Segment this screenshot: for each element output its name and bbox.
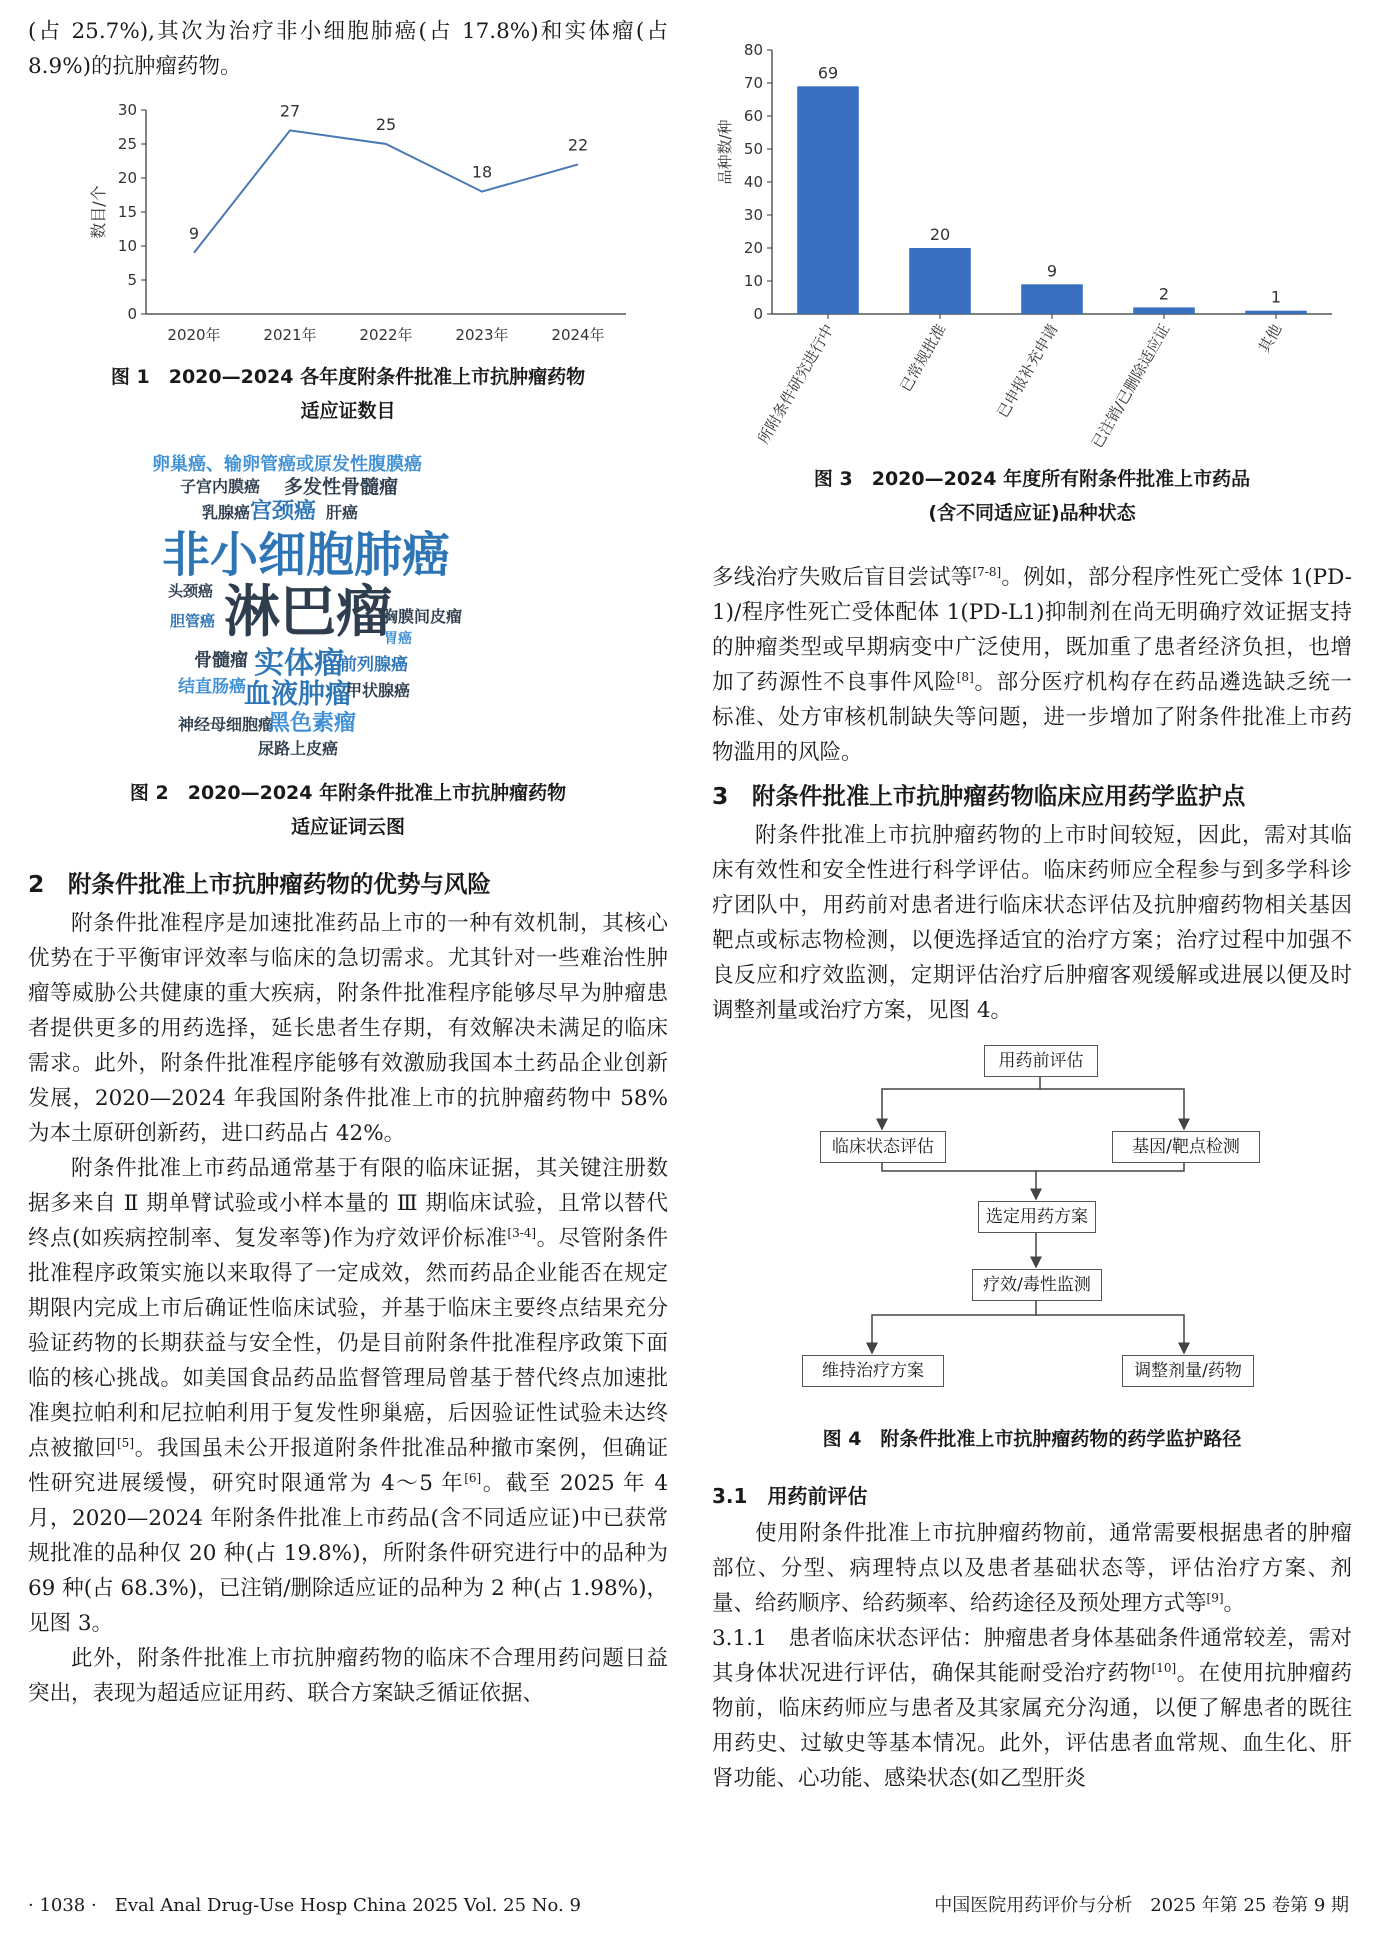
flow-node-clinical-eval: 临床状态评估 — [820, 1131, 946, 1163]
wc-word: 实体瘤 — [254, 646, 344, 681]
bar — [1245, 311, 1307, 314]
data-label: 20 — [929, 225, 951, 244]
figure-3-caption-line1: 图 3 2020—2024 年度所有附条件批准上市药品 — [813, 468, 1251, 490]
flow-arrow — [1040, 1089, 1184, 1129]
footer-left: · 1038 · Eval Anal Drug-Use Hosp China 2025 Vol. 25 No. 9 — [28, 1895, 581, 1916]
wc-word: 前列腺癌 — [340, 655, 408, 675]
footer-right: 中国医院用药评价与分析 2025 年第 25 卷第 9 期 — [934, 1895, 1349, 1916]
y-tick-label: 40 — [743, 173, 763, 191]
section-3-heading: 3 附条件批准上市抗肿瘤药物临床应用药学监护点 — [712, 782, 1246, 810]
citation: [3-4] — [507, 1225, 537, 1240]
y-tick-label: 70 — [743, 74, 763, 92]
figure-1-line-chart — [78, 92, 638, 354]
y-tick-label: 20 — [117, 169, 137, 187]
y-tick-label: 30 — [117, 101, 137, 119]
flow-node-adjust: 调整剂量/药物 — [1122, 1355, 1254, 1387]
x-tick-label: 已申报补充申请 — [993, 321, 1062, 421]
y-axis-label: 数目/个 — [89, 185, 108, 239]
y-tick-label: 25 — [117, 135, 137, 153]
wc-word: 胆管癌 — [170, 612, 216, 630]
figure-3-caption — [712, 462, 1352, 530]
flow-node-gene-test: 基因/靶点检测 — [1112, 1131, 1260, 1163]
y-tick-label: 10 — [743, 272, 763, 290]
y-tick-label: 60 — [743, 107, 763, 125]
flow-arrow — [872, 1299, 1036, 1353]
bar — [909, 248, 971, 314]
flow-node-monitor: 疗效/毒性监测 — [972, 1269, 1102, 1301]
paragraph: 3.1.1 患者临床状态评估：肿瘤患者身体基础条件通常较差，需对其身体状况进行评估，确保其能耐受治疗药物[10]。在使用抗肿瘤药物前，临床药师应与患者及其家属充分沟通，以便了解患者的既往用药史、过敏史等基本情况。此外，评估患者血常规、血生化、肝肾功能、心功能、感染状态(如乙型肝炎 — [712, 1626, 1352, 1791]
wc-word: 血液肿瘤 — [244, 679, 352, 710]
figure-1-caption — [28, 360, 668, 428]
citation: [7-8] — [972, 564, 1002, 579]
data-label: 18 — [471, 162, 493, 182]
wc-word: 乳腺癌 — [202, 503, 251, 522]
wc-word: 神经母细胞瘤 — [178, 715, 275, 734]
citation: [9] — [1206, 1590, 1224, 1605]
wc-word: 黑色素瘤 — [268, 711, 357, 736]
figure-4-flowchart — [712, 1045, 1352, 1410]
wc-word: 结直肠癌 — [178, 677, 246, 697]
x-tick-label: 2021年 — [263, 326, 317, 344]
citation: [8] — [956, 669, 974, 684]
y-tick-label: 15 — [117, 203, 137, 221]
x-tick-label: 所附条件研究进行中 — [754, 321, 838, 447]
intro-text: (占 25.7%),其次为治疗非小细胞肺癌(占 17.8%)和实体瘤(占 8.9%)的抗肿瘤药物。 — [28, 19, 668, 79]
y-tick-label: 20 — [743, 239, 763, 257]
data-label: 69 — [817, 63, 839, 83]
x-tick-label: 其他 — [1254, 321, 1286, 356]
wc-word: 非小细胞肺癌 — [162, 527, 451, 583]
bar — [797, 86, 859, 314]
figure-2-caption-line2: 适应证词云图 — [290, 816, 405, 838]
y-tick-label: 0 — [753, 305, 763, 323]
flow-arrow — [882, 1075, 1040, 1129]
data-label: 25 — [375, 115, 397, 134]
x-tick-label: 已常规批准 — [896, 321, 950, 395]
section-2-body — [28, 906, 668, 1711]
wc-word: 胸膜间皮瘤 — [382, 607, 463, 626]
wc-word: 宫颈癌 — [250, 499, 317, 524]
x-tick-label: 2024年 — [551, 326, 605, 344]
y-axis-label: 品种数/种 — [716, 119, 734, 185]
y-tick-label: 10 — [117, 237, 137, 255]
wc-word: 子宫内膜癌 — [180, 477, 261, 496]
paragraph: 附条件批准上市药品通常基于有限的临床证据，其关键注册数据多来自 Ⅱ 期单臂试验或小样本量的 Ⅲ 期临床试验，且常以替代终点(如疾病控制率、复发率等)作为疗效评价标准[3-4]。尽管附条件批准程序政策实施以来取得了一定成效，然而药品企业能否在规定期限内完成上市后确证性临床试验，并基于临床主要终点结果充分验证药物的长期获益与安全性，仍是目前附条件批准程序政策下面临的核心挑战。如美国食品药品监督管理局曾基于替代终点加速批准奥拉帕利和尼拉帕利用于复发性卵巢癌，后因验证性试验未达终点被撤回[5]。我国虽未公开报道附条件批准品种撤市案例，但确证性研究进展缓慢，研究时限通常为 4～5 年[6]。截至 2025 年 4 月，2020—2024 年附条件批准上市药品(含不同适应证)中已获常规批准的品种仅 20 种(占 19.8%)，所附条件研究进行中的品种为 69 种(占 68.3%)，已注销/删除适应证的品种为 2 种(占 1.98%)，见图 3。 — [28, 1156, 668, 1636]
wc-word: 卵巢癌、输卵管癌或原发性腹膜癌 — [152, 454, 422, 475]
flow-node-maintain: 维持治疗方案 — [802, 1355, 944, 1387]
flow-node-pre-eval: 用药前评估 — [984, 1045, 1098, 1077]
x-tick-label: 2022年 — [359, 326, 413, 344]
paragraph: 多线治疗失败后盲目尝试等[7-8]。例如，部分程序性死亡受体 1(PD-1)/程序性死亡受体配体 1(PD-L1)抑制剂在尚无明确疗效证据支持的肿瘤类型或早期病变中广泛使用，既加重了患者经济负担，也增加了药源性不良事件风险[8]。部分医疗机构存在药品遴选缺乏统一标准、处方审核机制缺失等问题，进一步增加了附条件批准上市药物滥用的风险。 — [712, 564, 1352, 765]
figure-4-caption: 图 4 附条件批准上市抗肿瘤药物的药学监护路径 — [822, 1428, 1242, 1450]
figure-1-caption-line1: 图 1 2020—2024 各年度附条件批准上市抗肿瘤药物 — [110, 366, 586, 388]
citation: [6] — [464, 1470, 482, 1485]
data-label: 27 — [279, 101, 301, 121]
citation: [5] — [117, 1435, 134, 1450]
figure-2-caption-line1: 图 2 2020—2024 年附条件批准上市抗肿瘤药物 — [129, 782, 567, 804]
data-label: 1 — [1270, 287, 1282, 307]
wc-word: 肝癌 — [326, 503, 359, 522]
data-label: 2 — [1158, 284, 1170, 304]
paragraph: 附条件批准上市抗肿瘤药物的上市时间较短，因此，需对其临床有效性和安全性进行科学评估。临床药师应全程参与到多学科诊疗团队中，用药前对患者进行临床状态评估及抗肿瘤药物相关基因靶点或标志物检测，以便选择适宜的治疗方案；治疗过程中加强不良反应和疗效监测，定期评估治疗后肿瘤客观缓解或进展以便及时调整剂量或治疗方案，见图 4。 — [712, 823, 1352, 1023]
bar — [1133, 307, 1195, 314]
x-tick-label: 2020年 — [167, 326, 221, 344]
wc-word: 尿路上皮癌 — [258, 739, 339, 758]
data-label: 22 — [567, 135, 589, 155]
wc-word: 淋巴瘤 — [224, 580, 392, 645]
wc-word: 甲状腺癌 — [346, 681, 411, 700]
figure-2-caption — [28, 776, 668, 844]
paragraph: 使用附条件批准上市抗肿瘤药物前，通常需要根据患者的肿瘤部位、分型、病理特点以及患者基础状态等，评估治疗方案、剂量、给药顺序、给药频率、给药途径及预处理方式等[9]。 — [712, 1521, 1352, 1616]
subsection-3-1-heading: 3.1 用药前评估 — [712, 1484, 868, 1508]
wc-word: 多发性骨髓瘤 — [284, 476, 399, 498]
paragraph: 附条件批准程序是加速批准药品上市的一种有效机制，其核心优势在于平衡审评效率与临床的急切需求。尤其针对一些难治性肿瘤等威胁公共健康的重大疾病，附条件批准程序能够尽早为肿瘤患者提供更多的用药选择，延长患者生存期，有效解决未满足的临床需求。此外，附条件批准程序能够有效激励我国本土药品企业创新发展，2020—2024 年我国附条件批准上市的抗肿瘤药物中 58% 为本土原研创新药，进口药品占 42%。 — [28, 911, 668, 1146]
citation: [10] — [1151, 1660, 1177, 1675]
flow-arrow — [882, 1161, 1036, 1199]
flow-arrow — [1036, 1315, 1184, 1353]
flow-node-select-plan: 选定用药方案 — [978, 1201, 1096, 1233]
y-tick-label: 0 — [127, 305, 137, 323]
x-tick-label: 2023年 — [455, 326, 509, 344]
wc-word: 骨髓瘤 — [194, 650, 248, 671]
figure-1-caption-line2: 适应证数目 — [300, 400, 396, 422]
y-tick-label: 80 — [743, 41, 763, 59]
y-tick-label: 50 — [743, 140, 763, 158]
wc-word: 头颈癌 — [168, 582, 214, 600]
figure-3-caption-line2: (含不同适应证)品种状态 — [928, 502, 1136, 524]
data-label: 9 — [188, 223, 200, 243]
bar — [1021, 284, 1083, 314]
section-2-heading: 2 附条件批准上市抗肿瘤药物的优势与风险 — [28, 870, 491, 898]
series-line — [194, 130, 578, 252]
x-tick-label: 已注销/已删除适应证 — [1087, 321, 1174, 452]
subsection-3-1-body — [712, 1516, 1352, 1796]
wc-word: 胃癌 — [384, 631, 412, 647]
figure-2-word-cloud — [28, 450, 668, 765]
y-tick-label: 30 — [743, 206, 763, 224]
data-label: 9 — [1046, 261, 1058, 281]
paragraph: 此外，附条件批准上市抗肿瘤药物的临床不合理用药问题日益突出，表现为超适应证用药、联合方案缺乏循证依据、 — [28, 1646, 668, 1706]
y-tick-label: 5 — [127, 271, 137, 289]
figure-3-bar-chart — [712, 24, 1352, 456]
